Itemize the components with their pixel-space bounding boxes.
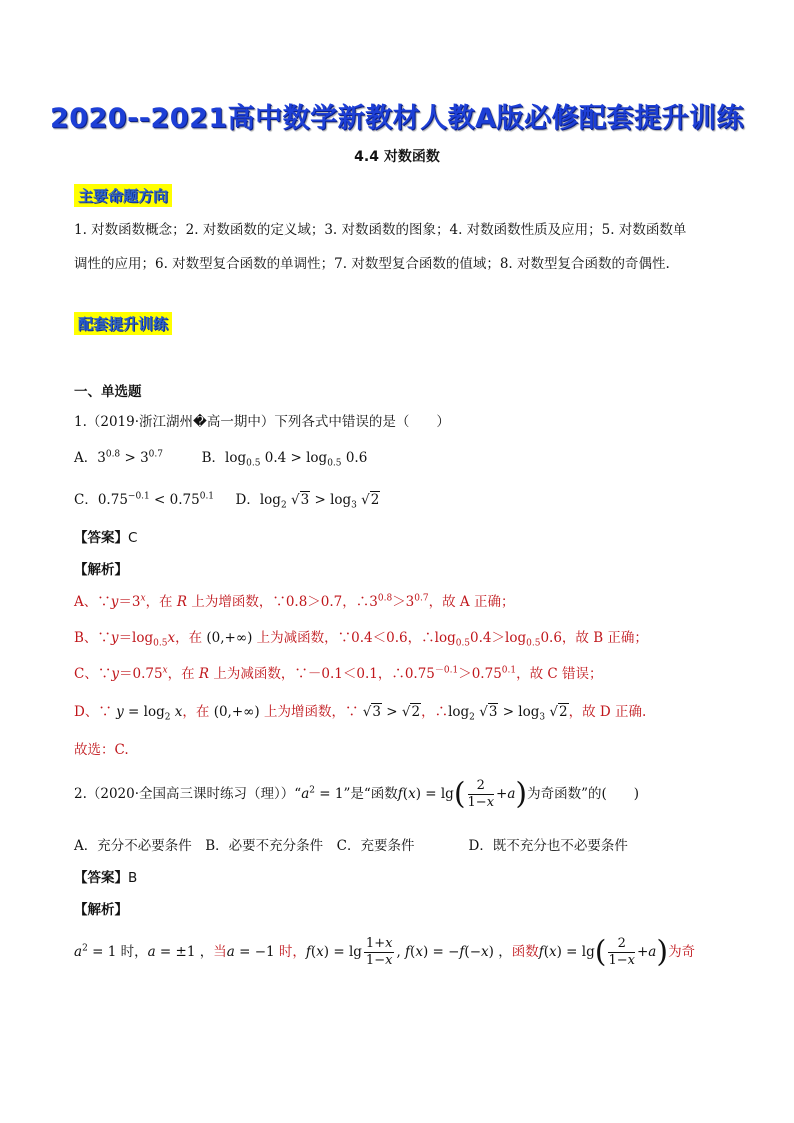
q2-answer-label: 【答案】 — [74, 870, 128, 886]
q1-options-cd: C．$0.75^{-0.1} < 0.75^{0.1}$ D．$\log_2 √3 > \log_3 √2$ — [74, 491, 380, 511]
q2-answer-value: B — [128, 870, 138, 886]
q1-answer — [74, 526, 137, 546]
q2-analysis-label: 【解析】 — [74, 902, 128, 918]
q1-answer-label: 【答案】 — [74, 530, 128, 546]
q1-conclusion: 故选：C. — [74, 742, 129, 758]
section-heading-directions: 主要命题方向 — [74, 184, 172, 207]
q1-analysis-d: D、∵ $y = \log_2 x$，在 (0,+∞) 上为增函数，∵ √3 > √2，$\therefore\log_2$ $√3 > \log_3 √2$，故 D 正确. — [74, 704, 647, 723]
q2-stem-prefix: 2.（2020·全国高三课时练习（理））“ — [74, 786, 302, 802]
directions-line-2: 调性的应用；6. 对数型复合函数的单调性；7. 对数型复合函数的值域；8. 对数型复合函数的奇偶性. — [74, 256, 670, 272]
q1-answer-value: C — [128, 530, 138, 546]
q2-stem: 2.（2020·全国高三课时练习（理））“$a^2 = 1$”是“函数f(x) = lg( $\frac{2}{1-x}$ +a)为奇函数”的( ) — [74, 776, 640, 812]
q1-analysis-c: C、$\because y=0.75^x$，在 R 上为减函数，∵－0.1＜0.1，$\therefore 0.75^{-0.1}>0.75^{0.1}$，故 C 错误； — [74, 665, 603, 682]
q1-option-d-label: D． — [235, 492, 260, 508]
q1-options-ab: A．$3^{0.8} > 3^{0.7}$ B．$\log_{0.5} 0.4 > \log_{0.5} 0.6$ — [74, 449, 368, 469]
main-title: 2020--2021高中数学新教材人教A版必修配套提升训练 — [49, 103, 745, 134]
q1-analysis-a: A、$\because y=3^x$，在 R 上为增函数，∵0.8＞0.7，$\therefore 3^{0.8}>3^{0.7}$，故 A 正确； — [74, 593, 515, 610]
q1-option-a-label: A． — [74, 450, 98, 466]
section-heading-training: 配套提升训练 — [74, 312, 172, 335]
q2-stem-suffix: 为奇函数”的( ) — [527, 786, 640, 802]
subtitle — [0, 146, 794, 166]
q2-analysis-line: $a^2 = 1$ 时，a = ±1 ，当a = −1 时，f(x) = lg $\frac{1+x}{1-x}$ , f(x) = −f(−x) ，函数f(x) = lg( $\frac{2}{1-x}$ +a)为奇 — [74, 934, 696, 970]
directions-line-1: 1. 对数函数概念；2. 对数函数的定义域；3. 对数函数的图象；4. 对数函数性质及应用；5. 对数函数单 — [74, 222, 687, 238]
q1-analysis-b: B、$\because y=\log_{0.5}x$，在 (0,+∞) 上为减函数，∵0.4＜0.6，$\therefore\log_{0.5}0.4>\log_{0.5}0.6$，故 B 正确； — [74, 630, 648, 649]
subtitle-text: 4.4 对数函数 — [354, 149, 440, 165]
q1-analysis-label: 【解析】 — [74, 562, 128, 578]
q1-stem: 1.（2019·浙江湖州�高一期中）下列各式中错误的是（ ） — [74, 414, 450, 430]
q2-stem-mid: ”是“函数 — [343, 786, 398, 802]
q1-option-b-label: B． — [201, 450, 226, 466]
q2-answer — [74, 866, 137, 886]
part-title: 一、单选题 — [74, 384, 142, 400]
q1-option-c-label: C． — [74, 492, 98, 508]
q2-options: A．充分不必要条件 B．必要不充分条件 C．充要条件 D．既不充分也不必要条件 — [74, 838, 628, 854]
